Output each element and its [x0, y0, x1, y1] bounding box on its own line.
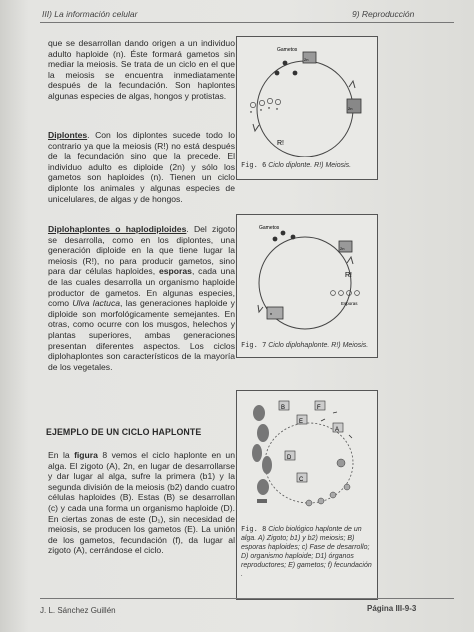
- paragraph-ejemplo-text-2: 8 vemos el ciclo haplonte en un alga. El zigoto (A), 2n, en lugar de desarrollarse y dar lugar al alga, sufre la primera (b1) y la segunda división de la meiosis (b2) dando cuatro células haploides (B). Estas (B) se desarrollan (c) y cada una forma un organismo haploide (D). En ciertas zonas de este (D₁), sin necesidad de meiosis, se producen los gametos (E). La unión de los gametos, fecundación (f), da lugar al zigoto (A), cerrándose el ciclo.: [48, 450, 235, 556]
- figure-6-label: Fig. 6: [241, 161, 267, 169]
- arrow-head: [347, 257, 353, 264]
- paragraph-diplohaplontes: [40, 224, 235, 372]
- paragraph-ejemplo: [40, 450, 235, 556]
- header-right: 9) Reproducción: [352, 9, 415, 19]
- label-gametos: Gametos: [277, 47, 298, 53]
- footer-page-number: Página III-9-3: [367, 604, 417, 613]
- label-meiosis: R!: [277, 140, 284, 147]
- gamete-dot: [291, 235, 296, 240]
- cell-circle: [250, 102, 255, 107]
- figure-7-diagram: [237, 215, 377, 335]
- algae-frond: [257, 424, 269, 442]
- spore-circle: [339, 291, 344, 296]
- algae-base: [257, 499, 267, 503]
- label-2n: 2n: [304, 57, 309, 62]
- paragraph-haplontes: [40, 38, 235, 102]
- label-n: n: [270, 311, 273, 316]
- arrow-head: [349, 81, 355, 88]
- cell-circle: [259, 100, 264, 105]
- header-rule: [40, 22, 454, 23]
- spore-cell: [344, 484, 350, 490]
- footer-author: J. L. Sánchez Guillén: [40, 606, 116, 615]
- gamete-dot: [273, 237, 278, 242]
- letter-f: F: [317, 405, 321, 411]
- label-2n-adult: 2n: [348, 106, 353, 111]
- figure-8-diagram: [237, 391, 377, 521]
- arrow-head: [258, 305, 263, 312]
- label-n: n: [260, 107, 263, 112]
- paragraph-haplontes-text: que se desarrollan dando origen a un individuo adulto haploide (n). Éste formará gametos sin mediar la meiosis. Se trata de un ciclo en el que la meiosis se encuentra inmediatamente después de la fecundación. Son haplontes algunas especies de algas, hongos y protistas.: [48, 38, 235, 101]
- letter-c: C: [299, 477, 304, 483]
- spore-cell: [318, 498, 324, 504]
- figure-6: [236, 36, 378, 180]
- algae-frond: [257, 479, 269, 495]
- cycle-circle: [257, 61, 353, 157]
- term-esporas: esporas: [158, 266, 192, 277]
- term-figura: figura: [74, 450, 98, 460]
- algae-frond: [252, 444, 262, 462]
- paragraph-diplontes: [40, 130, 235, 204]
- paragraph-diplohaplontes-text-1: . Del zigoto se desarrolla, como en los diplontes, una generación diploide en la que tiene lugar la meiosis (R!), no para producir gametos, sino para dar células haploides,: [48, 224, 235, 277]
- spore-cell: [330, 492, 336, 498]
- arrow-head: [253, 124, 259, 131]
- figure-7-caption-text: Ciclo diplohaplonte. R!) Meiosis.: [268, 342, 369, 349]
- label-n: n: [250, 109, 253, 114]
- label-n: n: [268, 105, 271, 110]
- letter-a: A: [335, 427, 340, 433]
- label-n: n: [276, 106, 279, 111]
- paragraph-ejemplo-text-1: En la: [48, 450, 75, 460]
- figure-7-label: Fig. 7: [241, 341, 267, 349]
- figure-8-caption-text: Ciclo biológico haplonte de un alga. A) Zigoto; b1) y b2) meiosis; B) esporas haploides; c) Fase de desarrollo; D) organismo haploide; D1) órganos reproductores; E) gametos; f) fecundación .: [241, 526, 372, 578]
- figure-6-diagram: [237, 37, 377, 157]
- label-meiosis: R!: [345, 272, 352, 279]
- paragraph-diplohaplontes-text-2: , cada una de las cuales desarrolla un organismo haploide productor de gametos. En algunas especies, como: [48, 266, 236, 309]
- figure-8-label: Fig. 8: [241, 525, 267, 533]
- gamete-dot: [281, 231, 286, 236]
- figure-6-caption-text: Ciclo diplonte. R!) Meiosis.: [268, 162, 352, 169]
- footer-rule: [40, 598, 454, 599]
- label-esporas: Esporas: [341, 301, 358, 306]
- paragraph-diplontes-text: . Con los diplontes sucede todo lo contrario ya que la meiosis (R!) no está después de la fecundación sino que la precede. El individuo adulto es diploide (2n) y sólo los gametos son haploides (n). Tienen un ciclo diplonte los animales y algunas especies de unicelulares, de algas y de hongos.: [48, 130, 235, 204]
- header-left: III) La información celular: [42, 9, 138, 19]
- letter-d: D: [287, 455, 292, 461]
- gamete-dot: [293, 71, 298, 76]
- gamete-dot: [275, 71, 280, 76]
- figure-7-caption: [241, 341, 368, 350]
- spore-circle: [355, 291, 360, 296]
- section-title: EJEMPLO DE UN CICLO HAPLONTE: [46, 427, 202, 437]
- gamete-dot: [283, 61, 288, 66]
- figure-8: [236, 390, 378, 600]
- cell-circle: [275, 99, 280, 104]
- spore-circle: [331, 291, 336, 296]
- paragraph-diplohaplontes-text-3: , las generaciones haploide y diploide son morfológicamente semejantes. En otras, como ocurre con los musgos, helechos y plantas superiores, ambas generaciones presentan diferentes aspectos. Los ciclos diplohaplontes son característicos de la mayoría de los vegetales.: [48, 298, 235, 372]
- label-gametos: Gametos: [259, 225, 280, 231]
- term-diplontes: Diplontes: [48, 130, 88, 140]
- zygote-cell: [337, 459, 345, 467]
- algae-frond: [262, 456, 272, 474]
- letter-b: B: [281, 405, 286, 411]
- letter-e: E: [299, 419, 304, 425]
- figure-8-caption: [241, 525, 373, 579]
- cell-circle: [267, 98, 272, 103]
- algae-frond: [253, 405, 265, 421]
- label-2n: 2n: [340, 246, 345, 251]
- term-diplohaplontes: Diplohaplontes o haplodiploides: [48, 224, 187, 234]
- spore-cell: [306, 500, 312, 506]
- species-ulva: Ulva lactuca: [72, 298, 121, 309]
- figure-6-caption: [241, 161, 351, 170]
- figure-7: [236, 214, 378, 358]
